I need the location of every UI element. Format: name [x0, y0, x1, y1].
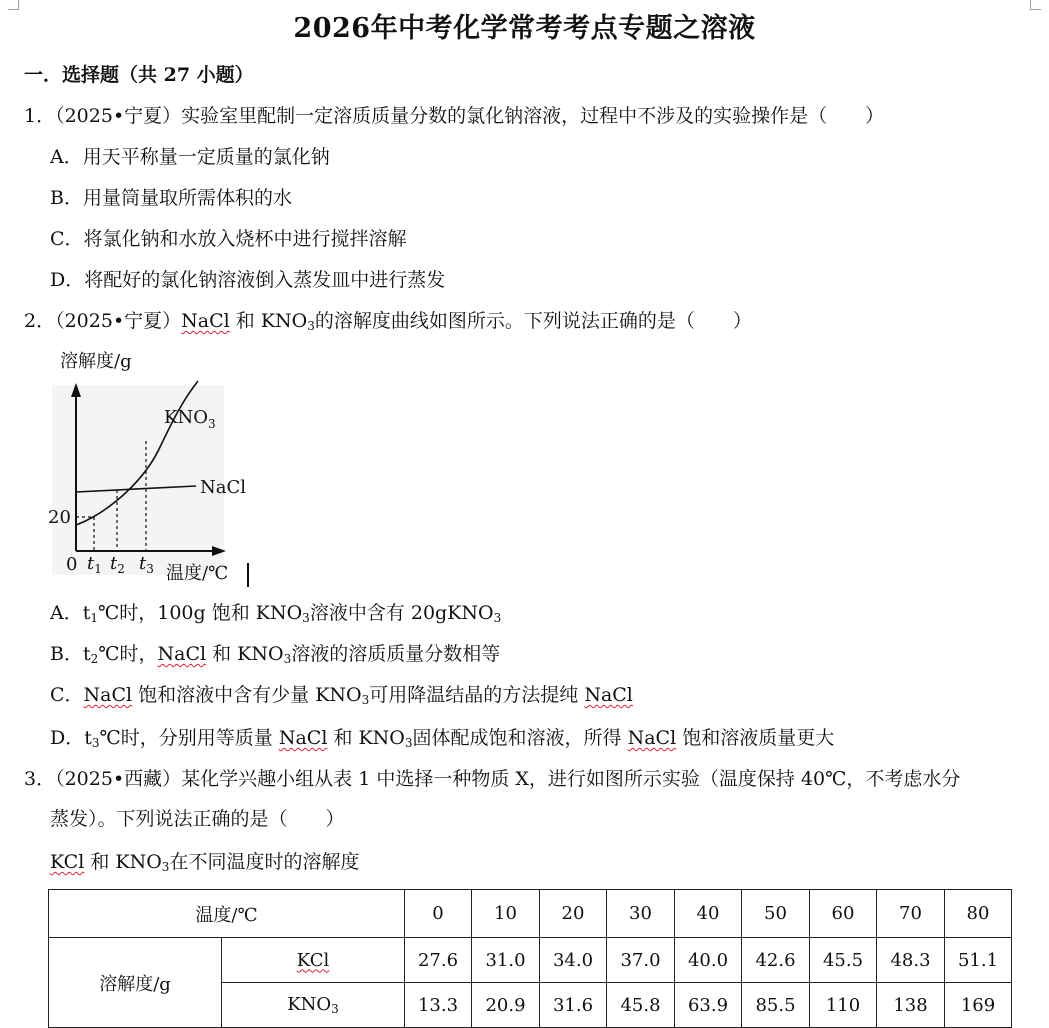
- table-cell: 37.0: [607, 938, 675, 983]
- q2-c-nacl2: NaCl: [584, 684, 633, 706]
- q2-d-nacl: NaCl: [278, 727, 328, 749]
- q2-b-text3: 和 KNO: [212, 643, 284, 665]
- q2-a-text3: 溶液中含有 20gKNO: [309, 602, 494, 624]
- table-cell: 45.8: [607, 983, 675, 1028]
- table-cell: 85.5: [742, 983, 810, 1028]
- document-title: 2026年中考化学常考考点专题之溶液: [293, 13, 756, 44]
- table-cell: 51.1: [945, 938, 1012, 983]
- q2-b-sub2: 3: [283, 652, 292, 666]
- temp-cell: 50: [742, 890, 810, 938]
- table-cell: 45.5: [810, 938, 877, 983]
- temp-cell: 10: [472, 890, 540, 938]
- caption-text2: 在不同温度时的溶解度: [169, 851, 360, 873]
- q2-d-sub: 3: [91, 736, 100, 750]
- row-name-kno3: [222, 983, 405, 1028]
- q2-d-sub2: 3: [404, 736, 413, 750]
- table-cell: 27.6: [405, 938, 472, 983]
- q2-option-c: [50, 683, 633, 712]
- q2-a-text2: ℃时，100g 饱和 KNO: [98, 602, 303, 624]
- table-cell: 63.9: [675, 983, 742, 1028]
- temp-cell: 80: [945, 890, 1012, 938]
- caption-kcl: KCl: [50, 851, 85, 873]
- origin-label: 0: [66, 554, 78, 575]
- q2-kno-sub: 3: [307, 319, 315, 333]
- table-row: [49, 938, 1012, 983]
- q2-number: 2．（2025•宁夏）: [24, 310, 182, 332]
- temp-cell: 0: [405, 890, 472, 938]
- q1-option-b: B．用量筒量取所需体积的水: [50, 187, 292, 209]
- caption-sub: 3: [161, 860, 170, 874]
- section-heading: 一．选择题（共 27 小题）: [24, 64, 254, 86]
- kno3-sub: 3: [331, 1002, 339, 1016]
- caption-text: 和 KNO: [90, 851, 162, 873]
- table-cell: 169: [945, 983, 1012, 1028]
- q2-a-sub2: 3: [302, 611, 310, 625]
- temp-cell: 30: [607, 890, 675, 938]
- kno3-label: KNO: [287, 994, 332, 1015]
- q2-b-text: B．t: [50, 643, 91, 665]
- q2-c-sub: 3: [361, 693, 370, 707]
- temp-cell: 70: [877, 890, 945, 938]
- q2-nacl: NaCl: [181, 310, 230, 332]
- q2-b-text4: 溶液的溶质质量分数相等: [291, 643, 501, 665]
- q2-option-d: [50, 726, 834, 755]
- q1-option-a: A．用天平称量一定质量的氯化钠: [50, 146, 330, 168]
- temp-cell: 60: [810, 890, 877, 938]
- nacl-series-label: NaCl: [200, 477, 247, 498]
- table-cell: 48.3: [877, 938, 945, 983]
- x-axis-label: 温度/℃: [166, 563, 229, 584]
- q2-b-nacl: NaCl: [157, 643, 207, 665]
- table-cell: 40.0: [675, 938, 742, 983]
- table-cell: 42.6: [742, 938, 810, 983]
- solubility-table: [48, 889, 1012, 1028]
- table-cell: 20.9: [472, 983, 540, 1028]
- kcl-label: KCl: [296, 949, 330, 971]
- q2-d-text3: 和 KNO: [333, 727, 405, 749]
- q1-stem: 1．（2025•宁夏）实验室里配制一定溶质质量分数的氯化钠溶液，过程中不涉及的实验操作是（ ）: [24, 105, 885, 127]
- row-name-kcl: [222, 938, 405, 983]
- x-tick-label: $t_1$: [87, 553, 102, 576]
- q3-stem-line2: 蒸发）。下列说法正确的是（ ）: [50, 808, 345, 830]
- x-tick-label: $t_3$: [139, 553, 154, 576]
- table-cell: 138: [877, 983, 945, 1028]
- table-cell: 13.3: [405, 983, 472, 1028]
- q1-option-d: D．将配好的氯化钠溶液倒入蒸发皿中进行蒸发: [50, 269, 446, 291]
- q2-c-nacl: NaCl: [83, 684, 133, 706]
- q2-stem-rest: 的溶解度曲线如图所示。下列说法正确的是（ ）: [314, 310, 752, 332]
- q2-b-text2: ℃时，: [98, 643, 158, 665]
- q2-d-nacl2: NaCl: [627, 727, 677, 749]
- header-label: 温度/℃: [49, 890, 405, 938]
- table-cell: 31.6: [540, 983, 607, 1028]
- table-header-row: [49, 890, 1012, 938]
- table-caption: [50, 850, 359, 879]
- q2-option-a: [50, 601, 501, 630]
- kno3-series-label: $KNO_3$: [164, 407, 216, 431]
- q2-kno: KNO: [260, 310, 308, 332]
- table-cell: 110: [810, 983, 877, 1028]
- q2-c-text2: 饱和溶液中含有少量 KNO: [138, 684, 362, 706]
- q2-option-b: [50, 642, 500, 671]
- q2-stem: [24, 309, 752, 338]
- q2-d-text4: 固体配成饱和溶液，所得: [412, 727, 622, 749]
- temp-cell: 20: [540, 890, 607, 938]
- table-cell: 31.0: [472, 938, 540, 983]
- table-cell: 34.0: [540, 938, 607, 983]
- y-axis-label: 溶解度/g: [60, 351, 132, 372]
- q1-option-c: C．将氯化钠和水放入烧杯中进行搅拌溶解: [50, 228, 407, 250]
- q2-b-sub: 2: [90, 652, 99, 666]
- q2-a-text: A．t: [50, 602, 91, 624]
- q2-d-text5: 饱和溶液质量更大: [682, 727, 835, 749]
- q2-and: 和: [235, 310, 255, 332]
- q2-a-sub3: 3: [493, 611, 502, 625]
- q3-stem-line1: 3．（2025•西藏）某化学兴趣小组从表 1 中选择一种物质 X，进行如图所示实验（温度保持 40℃，不考虑水分: [24, 768, 961, 790]
- q2-a-sub: 1: [90, 611, 98, 625]
- temp-cell: 40: [675, 890, 742, 938]
- text-cursor: [247, 563, 249, 587]
- solubility-chart: [48, 345, 258, 590]
- y-tick-label: 20: [48, 507, 71, 528]
- q2-c-text: C．: [50, 684, 84, 706]
- q2-d-text: D．t: [50, 727, 92, 749]
- q2-c-text3: 可用降温结晶的方法提纯: [369, 684, 579, 706]
- row-group-label: 溶解度/g: [49, 938, 222, 1028]
- x-tick-label: $t_2$: [110, 553, 125, 576]
- q2-d-text2: ℃时，分别用等质量: [99, 727, 273, 749]
